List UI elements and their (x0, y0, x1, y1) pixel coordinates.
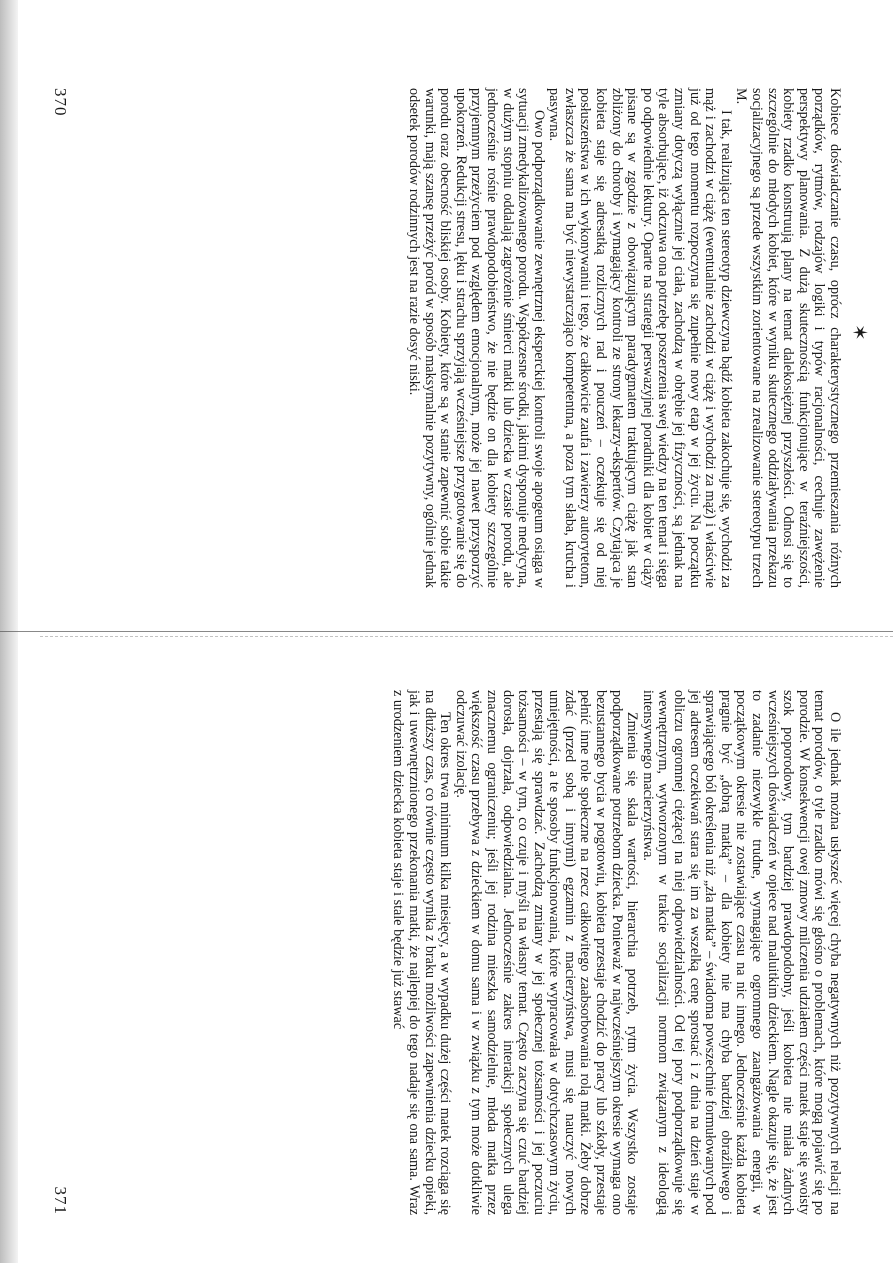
paragraph: I tak, realizująca ten stereotyp dziewczyna bądź kobieta zakochuje się, wychodzi za mąż i zachodzi w ciążę (ewentualnie zachodzi w ciążę i wychodzi za mąż) i właściwie już od tego momentu rozpoczyna się zupełnie nowy etap w jej życiu. Na początku zmiany dotyczą wyłącznie jej ciała, zachodzą w obrębie jej fizyczności, są jednak na tyle absorbujące, iż odczuwa ona potrzebę poszerzenia swej wiedzy na ten temat i sięga po odpowiednie lektury. Oparte na strategii perswazyjnej poradniki dla kobiet w ciąży pisane są w zgodzie z obowiązującym paradygmatem traktującym ciążę jak stan zbliżony do choroby i wymagający kontroli ze strony lekarzy-ekspertów. Czytająca je kobieta staje się adresatką rozlicznych rad i pouczeń – oczekuje się od niej posłuszeństwa w ich wykonywaniu i tego, że całkowicie zaufa i zawierzy autorytetom, zwłaszcza że sama ma być niewystarczająco kompetentna, a poza tym słaba, krucha i pasywna. (546, 88, 734, 588)
paragraph: Zmienia się skala wartości, hierarchia potrzeb, rytm życia. Wszystko zostaje podporządkowane potrzebom dziecka. Ponieważ w najwcześniejszym okresie wymaga ono bezustannego bycia w pogotowiu, kobieta przestaje chodzić do pracy lub szkoły, przestaje pełnić inne role społeczne na rzecz całkowitego zaabsorbowania rolą matki. Żeby dobrze zdać (przed sobą i innymi) egzamin z macierzyństwa, musi się nauczyć nowych umiejętności, a te sposoby funkcjonowania, które wypracowała w dotychczasowym życiu, przestają się sprawdzać. Zachodzą zmiany w jej społecznej tożsamości i jej poczuciu tożsamości – w tym, co czuje i myśli na własny temat. Często zaczyna się czuć bardziej dorosła, dojrzała, odpowiedzialna. Jednocześnie zakres interakcji społecznych ulega znacznemu ograniczeniu; jeśli jej rodzina mieszka samodzielnie, młoda matka przez większość czasu przebywa z dzieckiem w domu sama i w związku z tym może dotkliwie odczuwać izolację. (452, 690, 641, 1215)
page-371-text (390, 690, 842, 1215)
page-divider-shadow (40, 636, 893, 637)
page-370 (32, 88, 870, 588)
paragraph: Ten okres trwa minimum kilka miesięcy, a w wypadku dużej części matek rozciąga się na dłuższy czas, co równie często wynika z braku możliwości zapewnienia dziecku opieki, jak i uwewnętrznionego przekonania matki, że najlepiej do tego nadaje się ona sama. Wraz z urodzeniem dziecka kobieta staje i stale będzie już stawać (390, 690, 454, 1215)
page-370-text (405, 88, 842, 588)
paragraph: O ile jednak można usłyszeć więcej chyba negatywnych niż pozytywnych relacji na temat porodów, o tyle rzadko mówi się głośno o problemach, które mogą pojawić się po porodzie. W konsekwencji owej zmowy milczenia udziałem części matek staje się swoisty szok poporodowy, tym bardziej prawdopodobny, jeśli kobieta nie miała żadnych wcześniejszych doświadczeń w opiece nad maluitkim dzieckiem. Nagle okazuje się, że jest to zadanie niezwykle trudne, wymagające ogromnego zaangażowania energii, w początkowym okresie nie zostawiające czasu na nic innego. Jednocześnie każda kobieta pragnie być „dobrą matką” – dla kobiety nie ma chyba bardziej obraźliwego i sprawiającego ból określenia niż „zła matka” – świadoma powszechnie formułowanych pod jej adresem oczekiwań stara się im za wszelką cenę sprostać i z dnia na dzień staje w obliczu ogromnej ciężącej na niej odpowiedzialności. Od tej pory podporządkowuje się wewnętrznym, wytworzonym w trakcie socjalizacji normom związanym z ideologią intensywnego macierzyństwa. (639, 690, 843, 1215)
paragraph: Owo podporządkowanie zewnętrznej eksperckiej kontroli swoje apogeum osiąga w sytuacji zmedykalizowanego porodu. Współczesne środki, jakimi dysponuje medycyna, w dużym stopniu oddalają zagrożenie śmierci matki lub dziecka w czasie porodu, ale jednocześnie rośnie prawdopodobieństwo, że nie będzie on dla kobiety szczególnie przyjemnym przeżyciem pod względem emocjonalnym, może jej nawet przysporzyć upokorzeń. Redukcji stresu, lęku i strachu sprzyjają wcześniejsze przygotowanie się do porodu oraz obecność bliskiej osoby. Kobiety, które są w stanie zapewnić sobie takie warunki, mają szansę przeżyć poród w sposób maksymalnie pozytywny, ogólnie jednak odsetek porodów rodzinnych jest na razie dosyć niski. (405, 88, 547, 588)
section-ornament: ✶ (848, 324, 870, 341)
page-371 (32, 690, 842, 1215)
page-number: 371 (51, 1186, 70, 1215)
page-divider (0, 631, 893, 632)
page-number: 370 (51, 88, 70, 117)
paragraph: Kobiece doświadczanie czasu, oprócz charakterystycznego przemieszania różnych porządków, rytmów, rodzajów logiki i typów racjonalności, cechuje zawężenie perspektywy planowania. Z dużą skutecznością funkcjonujące w teraźniejszości, kobiety rzadko konstruują plany na temat dalekosiężnej przyszłości. Odnosi się to szczególnie do młodych kobiet, które w wyniku skutecznego oddziaływania przekazu socjalizacyjnego są przede wszystkim zorientowane na zrealizowanie stereotypu trzech M. (733, 88, 843, 588)
